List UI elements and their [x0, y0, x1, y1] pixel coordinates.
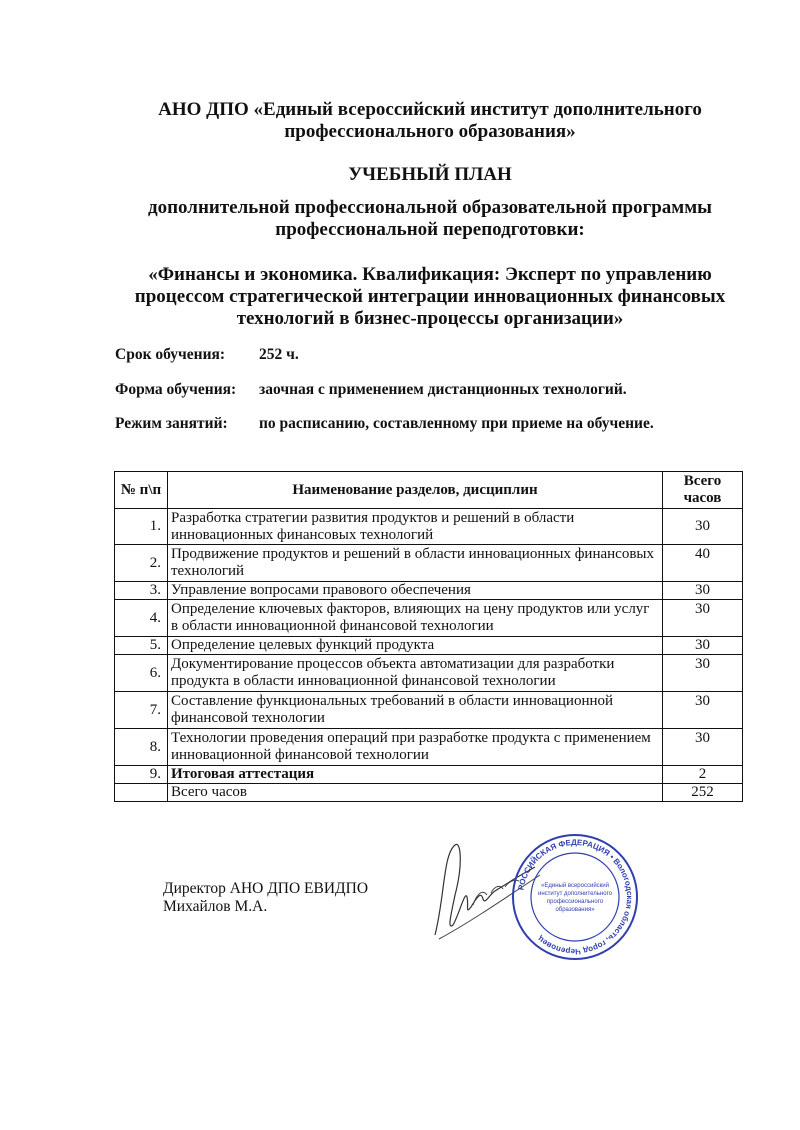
organization-title-line-2: профессионального образования»: [284, 121, 576, 142]
row-number: 5.: [115, 637, 168, 655]
stamp-inner-ring: [531, 853, 619, 941]
duration-value: 252 ч.: [259, 346, 299, 363]
row-discipline-name: Продвижение продуктов и решений в области инновационных финансовых технологий: [168, 545, 663, 582]
table-row: [115, 582, 743, 600]
row-hours: 30: [663, 729, 743, 766]
header-hours-line-2: часов: [683, 490, 722, 506]
row-number: 1.: [115, 509, 168, 545]
organization-title-line-1: АНО ДПО «Единый всероссийский институт дополнительного: [158, 99, 702, 120]
row-hours: 2: [663, 766, 743, 784]
row-discipline-name: Разработка стратегии развития продуктов и решений в области инновационных финансовых технологий: [168, 509, 663, 545]
program-name: [100, 264, 760, 330]
table-row: [115, 692, 743, 729]
official-stamp: [510, 832, 640, 962]
row-discipline-name: Определение ключевых факторов, влияющих на цену продуктов или услуг в области инновационной финансовой технологии: [168, 600, 663, 637]
total-number: [115, 784, 168, 802]
table-row: [115, 545, 743, 582]
total-hours: 252: [663, 784, 743, 802]
class-mode-label: Режим занятий:: [115, 415, 228, 432]
header-number: № п\п: [115, 472, 168, 509]
class-mode-value: по расписанию, составленному при приеме на обучение.: [259, 415, 654, 432]
stamp-center-line-3: профессионального: [546, 899, 604, 905]
row-hours: 30: [663, 637, 743, 655]
row-number: 8.: [115, 729, 168, 766]
header-discipline-name: Наименование разделов, дисциплин: [168, 472, 663, 509]
row-discipline-name: Составление функциональных требований в области инновационной финансовой технологии: [168, 692, 663, 729]
signatory-position: Директор АНО ДПО ЕВИДПО: [163, 880, 369, 897]
table-total-row: [115, 784, 743, 802]
row-hours: 30: [663, 692, 743, 729]
program-name-line-1: «Финансы и экономика. Квалификация: Эксперт по управлению: [148, 264, 712, 285]
row-hours: 30: [663, 509, 743, 545]
program-type-line-2: профессиональной переподготовки:: [275, 219, 585, 240]
table-row: [115, 655, 743, 692]
header-total-hours: [663, 472, 743, 509]
stamp-center-line-2: институт дополнительного: [538, 891, 612, 897]
row-number: 2.: [115, 545, 168, 582]
row-number: 6.: [115, 655, 168, 692]
info-study-form: [115, 380, 627, 400]
duration-label: Срок обучения:: [115, 346, 226, 363]
row-number: 4.: [115, 600, 168, 637]
table-row: [115, 729, 743, 766]
table-row: [115, 600, 743, 637]
row-hours: 30: [663, 600, 743, 637]
stamp-outer-text: РОССИЙСКАЯ ФЕДЕРАЦИЯ • Вологодская область, город Череповец: [516, 837, 635, 957]
program-type: [100, 197, 760, 241]
table-row: [115, 509, 743, 545]
row-hours: 30: [663, 582, 743, 600]
program-type-line-1: дополнительной профессиональной образовательной программы: [147, 197, 713, 218]
study-form-value: заочная с применением дистанционных технологий.: [259, 381, 627, 398]
signature-block: [163, 880, 368, 916]
row-number: 3.: [115, 582, 168, 600]
row-number: 7.: [115, 692, 168, 729]
row-hours: 40: [663, 545, 743, 582]
stamp-center-line-1: «Единый всероссийский: [541, 883, 609, 889]
program-name-line-2: процессом стратегической интеграции инновационных финансовых: [134, 286, 726, 307]
table-body: [115, 509, 743, 802]
study-form-label: Форма обучения:: [115, 381, 237, 398]
info-class-mode: [115, 414, 654, 434]
header-hours-line-1: Всего: [683, 473, 722, 489]
table-row: [115, 637, 743, 655]
svg-text:РОССИЙСКАЯ ФЕДЕРАЦИЯ • Вологод: [516, 838, 634, 956]
table-row: [115, 766, 743, 784]
organization-title: [100, 99, 760, 143]
curriculum-table: [114, 471, 743, 802]
table-header-row: [115, 472, 743, 509]
signatory-name: Михайлов М.А.: [163, 898, 268, 915]
total-label: Всего часов: [168, 784, 663, 802]
row-discipline-name: Технологии проведения операций при разработке продукта с применением инновационной финансовой технологии: [168, 729, 663, 766]
document-title: УЧЕБНЫЙ ПЛАН: [348, 164, 512, 185]
row-discipline-name: Определение целевых функций продукта: [168, 637, 663, 655]
stamp-center-line-4: образования»: [555, 907, 595, 913]
program-name-line-3: технологий в бизнес-процессы организации»: [236, 308, 624, 329]
info-duration: [115, 345, 299, 365]
row-hours: 30: [663, 655, 743, 692]
row-discipline-name: Документирование процессов объекта автоматизации для разработки продукта в области инновационной финансовой технологии: [168, 655, 663, 692]
row-discipline-name: Управление вопросами правового обеспечения: [168, 582, 663, 600]
row-discipline-name: Итоговая аттестация: [168, 766, 663, 784]
row-number: 9.: [115, 766, 168, 784]
